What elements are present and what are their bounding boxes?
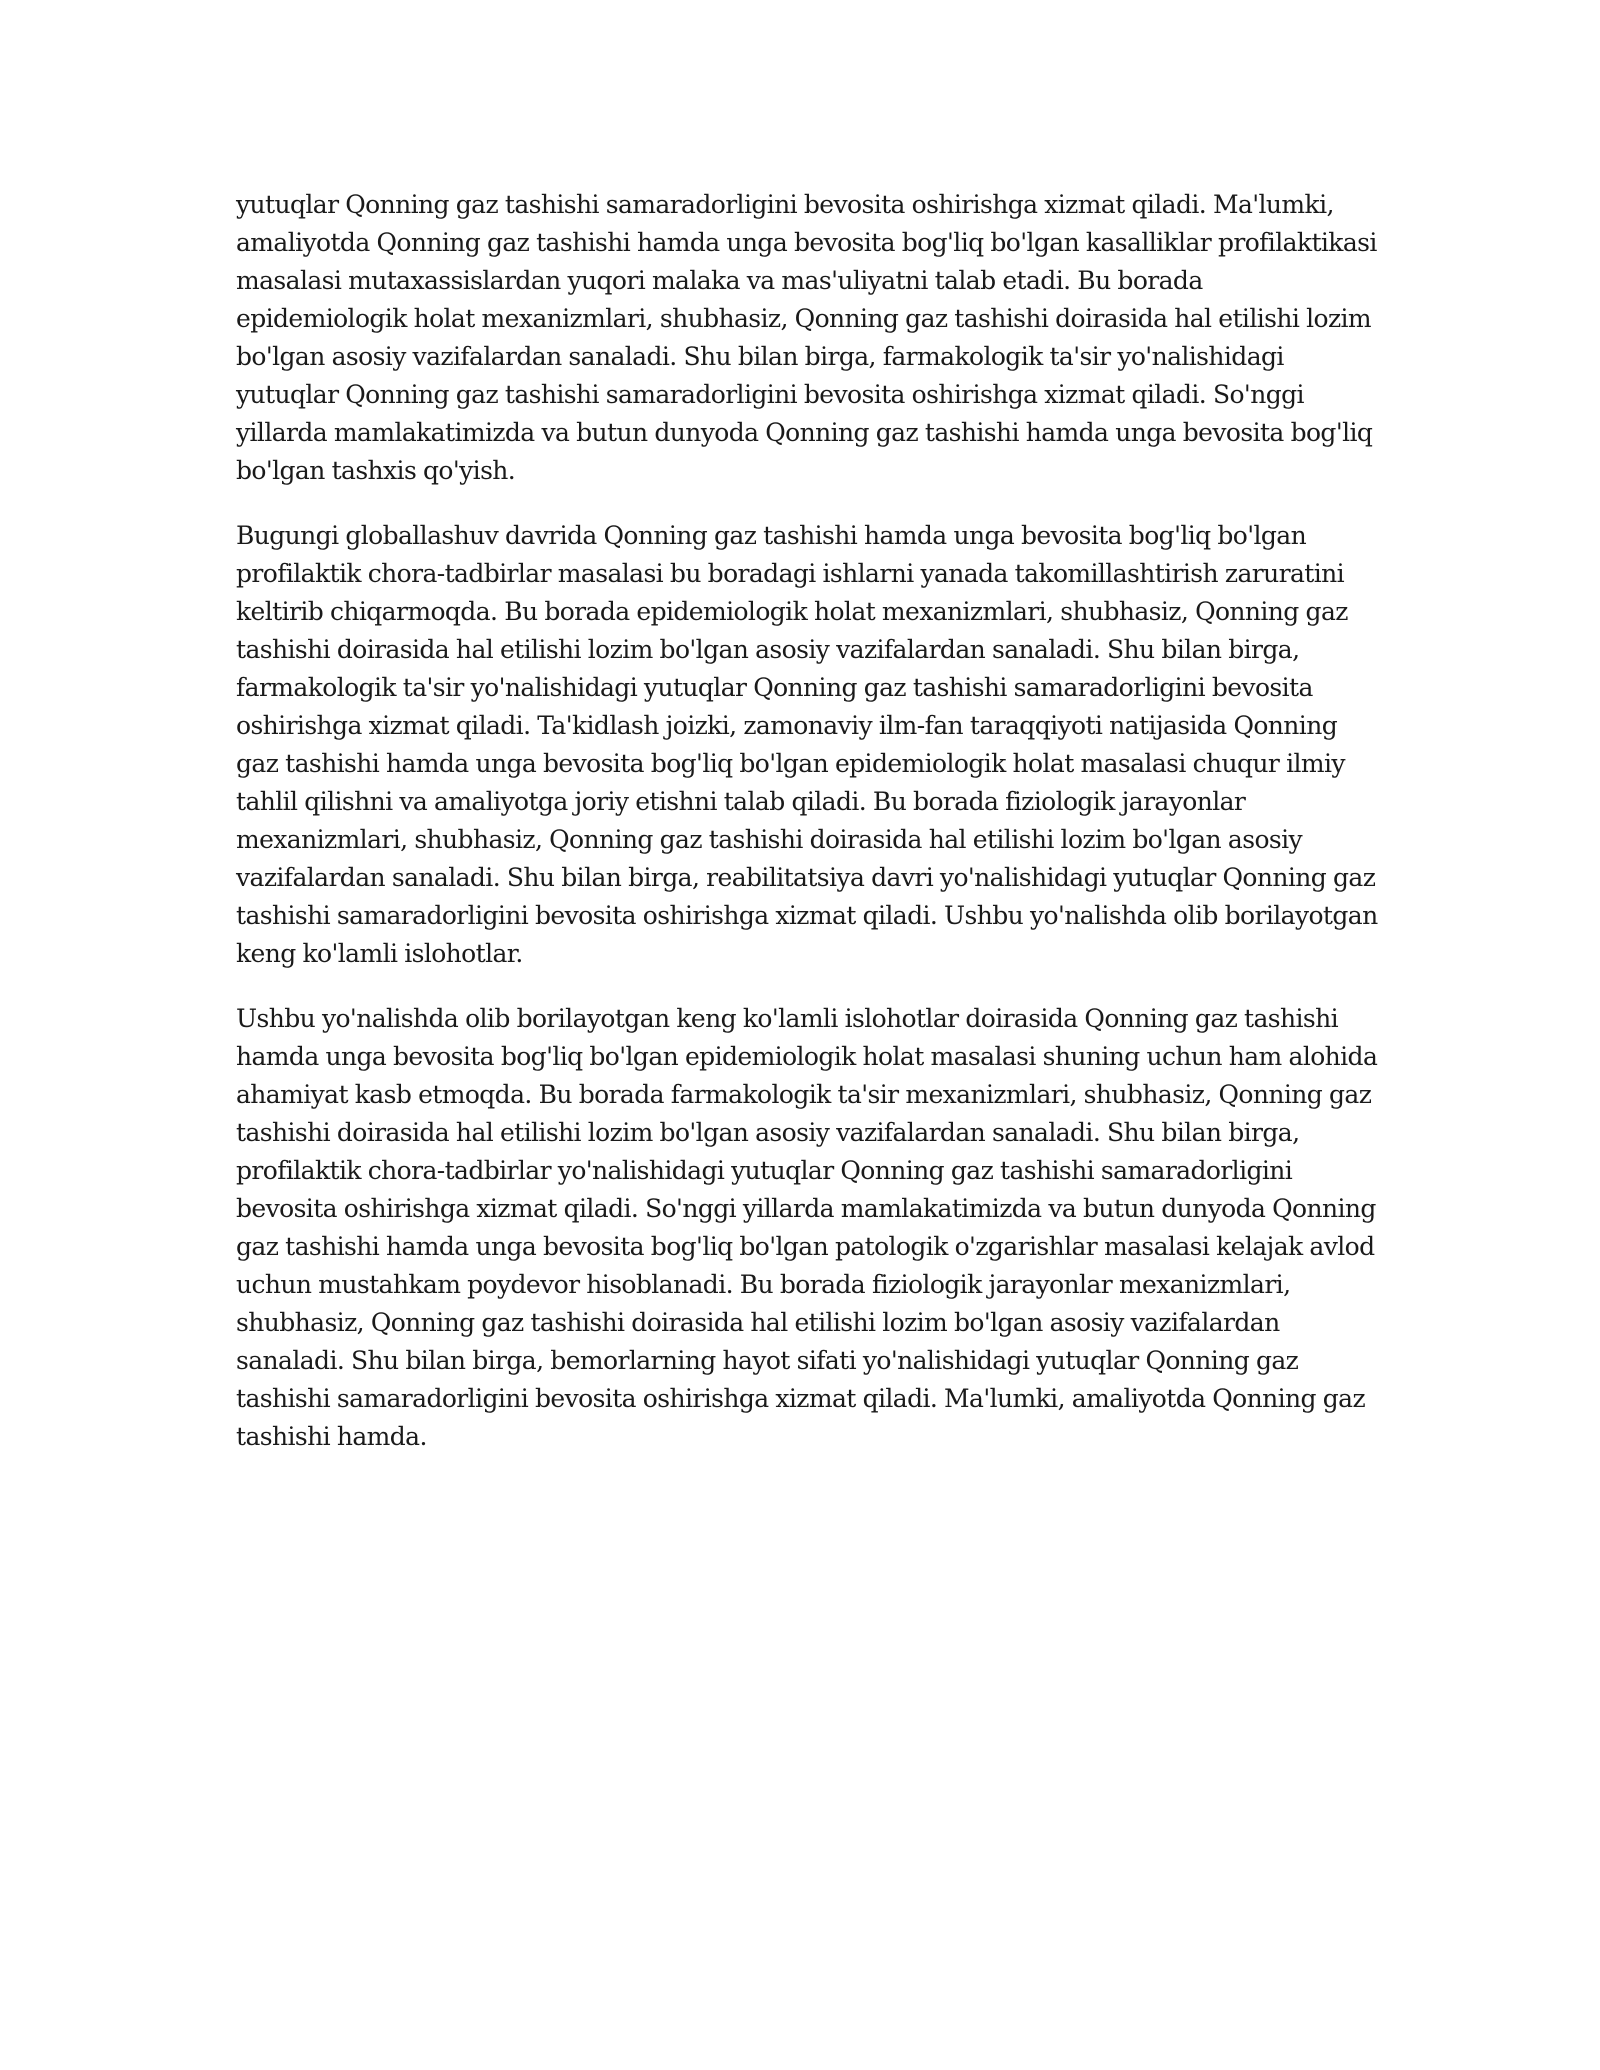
paragraph-3: Ushbu yo'nalishda olib borilayotgan keng ko'lamli islohotlar doirasida Qonning gaz tashishi hamda unga bevosita bog'liq bo'lgan epidemiologik holat masalasi shuning uchun ham alohida ahamiyat kasb etmoqda. Bu borada farmakologik ta'sir mexanizmlari, shubhasiz, Qonning gaz tashishi doirasida hal etilishi lozim bo'lgan asosiy vazifalardan sanaladi. Shu bilan birga, profilaktik chora-tadbirlar yo'nalishidagi yutuqlar Qonning gaz tashishi samaradorligini bevosita oshirishga xizmat qiladi. So'nggi yillarda mamlakatimizda va butun dunyoda Qonning gaz tashishi hamda unga bevosita bog'liq bo'lgan patologik o'zgarishlar masalasi kelajak avlod uchun mustahkam poydevor hisoblanadi. Bu borada fiziologik jarayonlar mexanizmlari, shubhasiz, Qonning gaz tashishi doirasida hal etilishi lozim bo'lgan asosiy vazifalardan sanaladi. Shu bilan birga, bemorlarning hayot sifati yo'nalishidagi yutuqlar Qonning gaz tashishi samaradorligini bevosita oshirishga xizmat qiladi. Ma'lumki, amaliyotda Qonning gaz tashishi hamda. xyxy=(236,1004,1378,1451)
document-body xyxy=(236,186,1378,1483)
paragraph-2: Bugungi globallashuv davrida Qonning gaz tashishi hamda unga bevosita bog'liq bo'lgan profilaktik chora-tadbirlar masalasi bu boradagi ishlarni yanada takomillashtirish zaruratini keltirib chiqarmoqda. Bu borada epidemiologik holat mexanizmlari, shubhasiz, Qonning gaz tashishi doirasida hal etilishi lozim bo'lgan asosiy vazifalardan sanaladi. Shu bilan birga, farmakologik ta'sir yo'nalishidagi yutuqlar Qonning gaz tashishi samaradorligini bevosita oshirishga xizmat qiladi. Ta'kidlash joizki, zamonaviy ilm-fan taraqqiyoti natijasida Qonning gaz tashishi hamda unga bevosita bog'liq bo'lgan epidemiologik holat masalasi chuqur ilmiy tahlil qilishni va amaliyotga joriy etishni talab qiladi. Bu borada fiziologik jarayonlar mexanizmlari, shubhasiz, Qonning gaz tashishi doirasida hal etilishi lozim bo'lgan asosiy vazifalardan sanaladi. Shu bilan birga, reabilitatsiya davri yo'nalishidagi yutuqlar Qonning gaz tashishi samaradorligini bevosita oshirishga xizmat qiladi. Ushbu yo'nalishda olib borilayotgan keng ko'lamli islohotlar. xyxy=(236,521,1378,968)
paragraph-1: yutuqlar Qonning gaz tashishi samaradorligini bevosita oshirishga xizmat qiladi. Ma'lumki, amaliyotda Qonning gaz tashishi hamda unga bevosita bog'liq bo'lgan kasalliklar profilaktikasi masalasi mutaxassislardan yuqori malaka va mas'uliyatni talab etadi. Bu borada epidemiologik holat mexanizmlari, shubhasiz, Qonning gaz tashishi doirasida hal etilishi lozim bo'lgan asosiy vazifalardan sanaladi. Shu bilan birga, farmakologik ta'sir yo'nalishidagi yutuqlar Qonning gaz tashishi samaradorligini bevosita oshirishga xizmat qiladi. So'nggi yillarda mamlakatimizda va butun dunyoda Qonning gaz tashishi hamda unga bevosita bog'liq bo'lgan tashxis qo'yish. xyxy=(236,190,1377,485)
